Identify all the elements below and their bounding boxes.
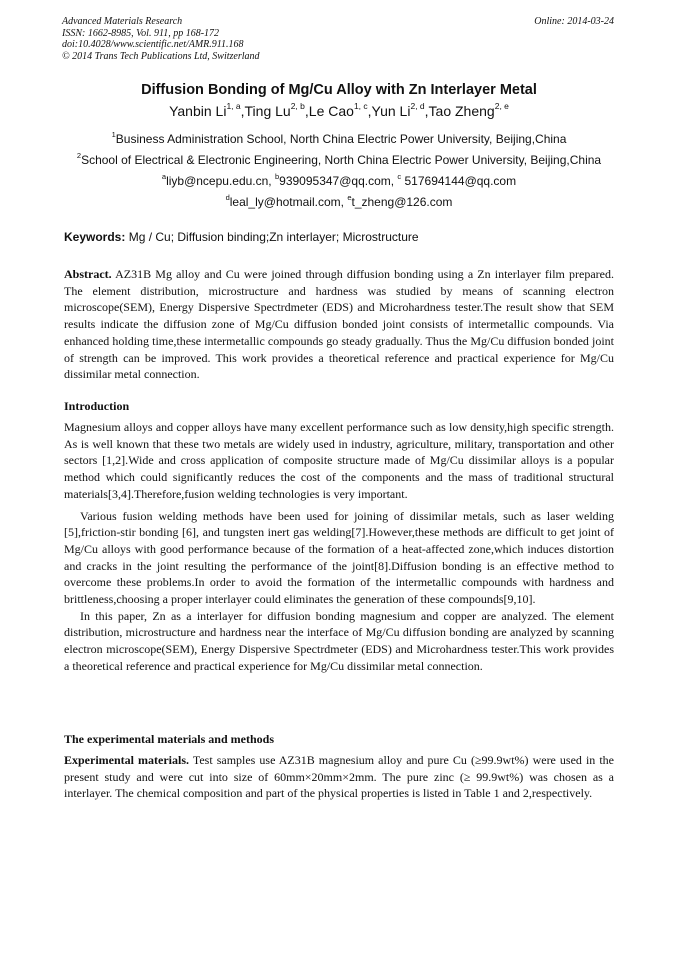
email-line-1: $^a$liyb@ncepu.edu.cn, $^b$939095347@qq.com, $^c$ 517694144@qq.com [161,172,517,188]
email-link[interactable]: liyb@ncepu.edu.cn, [166,174,275,188]
email-link[interactable]: 939095347@qq.com, [279,174,398,188]
methods-text: Test samples use AZ31B magnesium alloy and pure Cu (≥99.9wt%) were used in the present study and were cut into size of 60mm×20mm×2mm. The pure zinc (≥ 99.9wt%) was chosen as a interlayer. The chemical composition and part of the physical properties is listed in Table 1 and 2,respectively. [64,753,614,801]
journal-name: Advanced Materials Research [62,16,183,27]
email-link[interactable]: t_zheng@126.com [351,195,453,209]
author-list [0,103,678,119]
journal-header [62,16,614,62]
author: Tao Zheng$^{2, e}$ [428,101,509,119]
abstract-text: AZ31B Mg alloy and Cu were joined through diffusion bonding using a Zn interlayer film prepared. The element distribution, microstructure and hardness was studied by means of scanning electron microscope(SEM), Energy Dispersive Spectrdmeter (EDS) and Microhardness tester.The result show that SEM results indicate the diffusion zone of Mg/Cu diffusion bonded joint consists of intermetallic compounds. Via enhanced holding time,these intermetallic compounds go steady gradually. Thus the Mg/Cu diffusion bonded joint of strength can be improved. This work provides a theoretical reference and practical experience for Mg/Cu dissimilar metal connection. [64,267,614,382]
email-link[interactable]: leal_ly@hotmail.com, [229,195,348,209]
author: Yun Li$^{2, d}$, [371,101,429,119]
paragraph: Magnesium alloys and copper alloys have many excellent performance such as low density,high specific strength. As is well known that these two metals are widely used in industry, agriculture, military, transportation and other sectors [1,2].Wide and cross application of composite structure made of Mg/Cu dissimilar alloys is a popular method which could significantly reduces the cost of the components and the mass of traditional structural materials[3,4].Therefore,fusion welding technologies is very important. [64,420,614,501]
paragraph: In this paper, Zn as a interlayer for diffusion bonding magnesium and copper are analyzed. The element distribution, microstructure and hardness near the interface of Mg/Cu diffusion bonding are analyzed by scanning electron microscope(SEM), Energy Dispersive Spectrdmeter (EDS) and Microhardness tester.This work provides a theoretical reference and practical experience for Mg/Cu dissimilar metal connection. [64,608,614,673]
online-date: Online: 2014-03-24 [534,16,614,27]
author: Ting Lu$^{2, b}$, [244,101,309,119]
keywords-text: Mg / Cu; Diffusion binding;Zn interlayer; Microstructure [125,230,419,244]
section-heading-introduction: Introduction [64,399,130,413]
abstract [64,266,614,383]
keywords [64,230,419,244]
paper-title: Diffusion Bonding of Mg/Cu Alloy with Zn Interlayer Metal [141,82,537,98]
issn-line: ISSN: 1662-8985, Vol. 911, pp 168-172 [62,27,220,39]
paragraph: Various fusion welding methods have been used for joining of dissimilar metals, such as laser welding [5],friction-stir bonding [6], and tungsten inert gas welding[7].However,these methods are difficult to get joint of Mg/Cu alloys with good performance because of the formation of a heat-affected zone,which induces distortion and cracks in the joint resulting the performance of the joint[8].Diffusion bonding is an effective method to overcome these problems.In order to avoid the formation of the intermetallic compounds with hardness and brittleness,choosing a proper interlayer could eliminates the generation of these compounds[9,10]. [64,508,614,607]
author: Le Cao$^{1, c}$, [308,101,372,119]
affiliation-1: $^1$Business Administration School, North China Electric Power University, Beijing,China [111,130,567,146]
doi-line: doi:10.4028/www.scientific.net/AMR.911.168 [62,39,244,50]
section-heading-methods: The experimental materials and methods [64,732,274,746]
introduction-body [64,419,614,675]
affiliation-2: $^2$School of Electrical & Electronic Engineering, North China Electric Power University, Beijing,China [76,151,602,167]
email-link[interactable]: 517694144@qq.com [401,174,517,188]
abstract-label: Abstract. [64,267,112,281]
keywords-label: Keywords: [64,230,126,244]
author: Yanbin Li$^{1, a}$, [169,101,245,119]
copyright-line: © 2014 Trans Tech Publications Ltd, Switzerland [62,50,260,62]
methods-body [64,752,614,802]
subsection-label: Experimental materials. [64,753,190,767]
email-line-2: $^d$leal_ly@hotmail.com, $^e$t_zheng@126.com [225,193,453,209]
